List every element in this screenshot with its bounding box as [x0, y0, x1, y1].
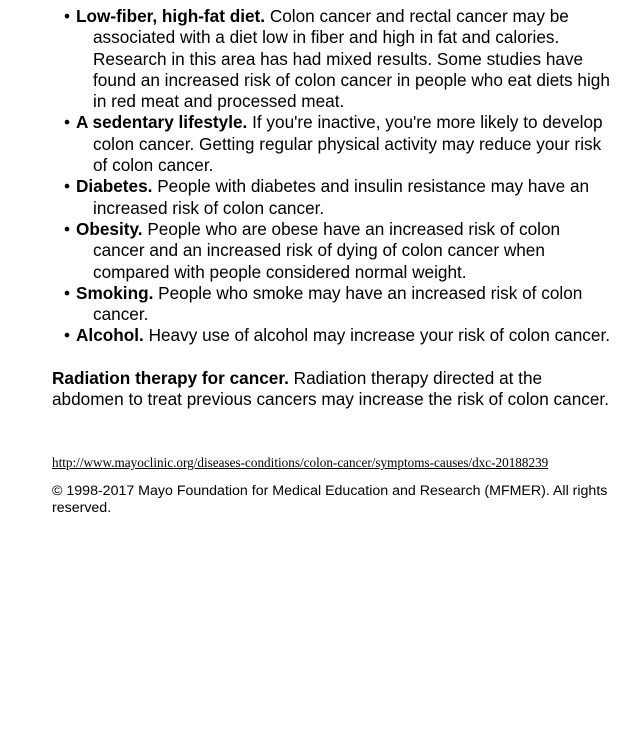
radiation-paragraph	[52, 368, 612, 411]
risk-factor-item	[52, 219, 612, 283]
bullet: •	[64, 176, 71, 197]
risk-factor-title: Diabetes.	[76, 176, 153, 197]
risk-factor-text: If you're inactive, you're more likely to develop colon cancer. Getting regular physical activity may reduce your risk of colon cancer.	[93, 112, 603, 176]
risk-factor-text: People with diabetes and insulin resistance may have an increased risk of colon cancer.	[93, 176, 590, 218]
document-body	[52, 6, 612, 518]
radiation-text: Radiation therapy directed at the abdomen to treat previous cancers may increase the risk of colon cancer.	[52, 367, 609, 410]
radiation-title: Radiation therapy for cancer.	[52, 367, 289, 388]
risk-factor-text: Heavy use of alcohol may increase your risk of colon cancer.	[143, 325, 610, 346]
copyright-notice: © 1998-2017 Mayo Foundation for Medical Education and Research (MFMER). All rights reserved.	[52, 482, 608, 517]
risk-factor-text: People who smoke may have an increased risk of colon cancer.	[93, 282, 583, 325]
risk-factor-text: People who are obese have an increased risk of colon cancer and an increased risk of dying of colon cancer when compared with people considered normal weight.	[93, 218, 561, 282]
risk-factor-item	[52, 176, 612, 219]
risk-factor-title: Alcohol.	[76, 325, 144, 346]
risk-factor-list	[52, 6, 612, 347]
risk-factor-title: Smoking.	[76, 282, 154, 303]
risk-factor-title: Obesity.	[76, 218, 143, 239]
bullet: •	[64, 218, 71, 239]
bullet: •	[64, 282, 71, 303]
bullet: •	[64, 325, 71, 346]
risk-factor-title: Low-fiber, high-fat diet.	[76, 6, 266, 26]
source-link[interactable]: http://www.mayoclinic.org/diseases-conditions/colon-cancer/symptoms-causes/dxc-20188239	[52, 455, 549, 471]
risk-factor-text: Colon cancer and rectal cancer may be associated with a diet low in fiber and high in fat and calories. Research in this area has had mixed results. Some studies have found an increased risk of colon cancer in people who eat diets high in red meat and processed meat.	[93, 6, 610, 112]
risk-factor-item	[52, 325, 612, 346]
risk-factor-item	[52, 283, 612, 326]
risk-factor-title: A sedentary lifestyle.	[76, 112, 248, 133]
bullet: •	[64, 112, 71, 133]
risk-factor-item	[52, 6, 612, 112]
risk-factor-item	[52, 112, 612, 176]
bullet: •	[64, 6, 71, 26]
